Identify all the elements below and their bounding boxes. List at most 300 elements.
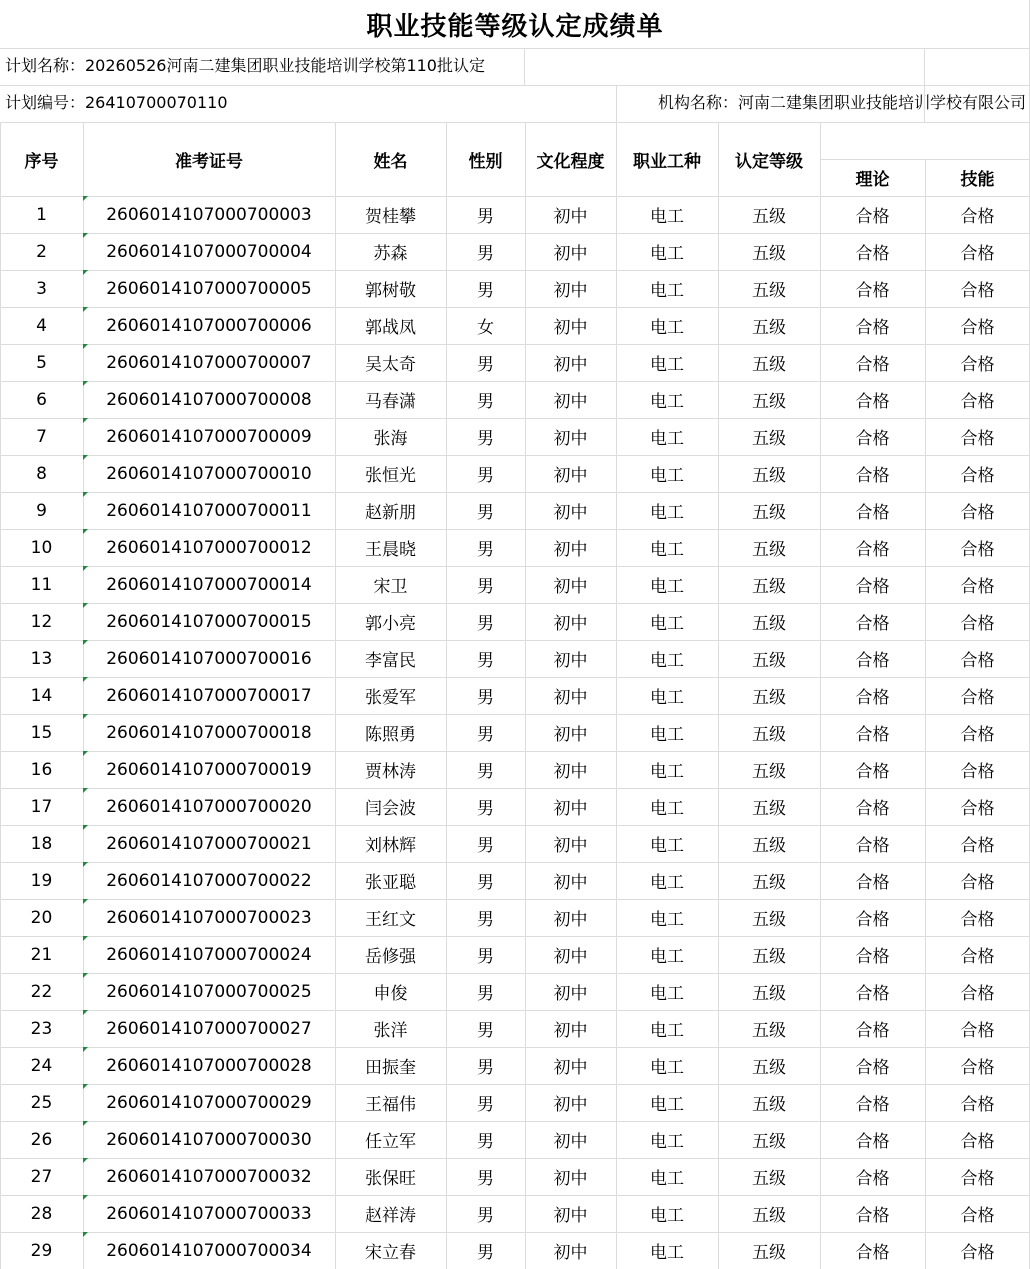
cell-ticket: 2606014107000700025 — [106, 981, 312, 1002]
cell-skill: 合格 — [960, 651, 995, 671]
cell-education: 初中 — [553, 873, 588, 893]
cell-level: 五级 — [752, 1169, 786, 1189]
cell-education: 初中 — [553, 799, 588, 819]
cell-gender: 男 — [477, 429, 494, 449]
cell-level: 五级 — [752, 1058, 786, 1078]
cell-name: 王福伟 — [365, 1095, 416, 1115]
cell-theory: 合格 — [855, 1132, 890, 1152]
cell-level: 五级 — [752, 1243, 786, 1263]
cell-gender: 男 — [477, 836, 494, 856]
cell-education: 初中 — [553, 1021, 588, 1041]
grid-line — [924, 85, 925, 122]
cell-seq: 18 — [30, 833, 53, 854]
cell-level: 五级 — [752, 466, 786, 486]
cell-education: 初中 — [553, 355, 588, 375]
cell-gender: 男 — [477, 1095, 494, 1115]
cell-education: 初中 — [553, 762, 588, 782]
cell-ticket: 2606014107000700033 — [106, 1203, 312, 1224]
grid-line — [0, 85, 1030, 86]
cell-skill: 合格 — [960, 947, 995, 967]
cell-level: 五级 — [752, 1021, 786, 1041]
plan-name: 计划名称：20260526河南二建集团职业技能培训学校第110批认定 — [5, 56, 485, 75]
cell-ticket: 2606014107000700015 — [106, 611, 312, 632]
cell-skill: 合格 — [960, 984, 995, 1004]
cell-theory: 合格 — [855, 1206, 890, 1226]
cell-theory: 合格 — [855, 947, 890, 967]
header-level: 认定等级 — [735, 151, 803, 172]
cell-seq: 8 — [36, 463, 47, 484]
cell-marker-icon — [83, 1232, 88, 1237]
cell-level: 五级 — [752, 614, 786, 634]
cell-level: 五级 — [752, 762, 786, 782]
cell-name: 闫会波 — [365, 799, 416, 819]
cell-theory: 合格 — [855, 1169, 890, 1189]
cell-marker-icon — [83, 418, 88, 423]
plan-number: 计划编号：26410700070110 — [5, 93, 228, 112]
cell-skill: 合格 — [960, 1243, 995, 1263]
cell-theory: 合格 — [855, 910, 890, 930]
cell-ticket: 2606014107000700004 — [106, 241, 312, 262]
cell-ticket: 2606014107000700019 — [106, 759, 312, 780]
cell-occupation: 电工 — [650, 207, 684, 227]
cell-ticket: 2606014107000700016 — [106, 648, 312, 669]
cell-skill: 合格 — [960, 873, 995, 893]
cell-level: 五级 — [752, 799, 786, 819]
cell-marker-icon — [83, 381, 88, 386]
cell-gender: 男 — [477, 503, 494, 523]
cell-seq: 25 — [30, 1092, 53, 1113]
cell-name: 陈照勇 — [365, 725, 416, 745]
cell-ticket: 2606014107000700022 — [106, 870, 312, 891]
cell-seq: 15 — [30, 722, 53, 743]
cell-seq: 23 — [30, 1018, 53, 1039]
cell-occupation: 电工 — [650, 836, 684, 856]
cell-seq: 21 — [30, 944, 53, 965]
cell-education: 初中 — [553, 984, 588, 1004]
header-seq: 序号 — [24, 151, 59, 172]
cell-name: 张洋 — [373, 1021, 408, 1041]
cell-ticket: 2606014107000700005 — [106, 278, 312, 299]
cell-gender: 男 — [477, 1243, 494, 1263]
cell-seq: 29 — [30, 1240, 53, 1261]
cell-occupation: 电工 — [650, 725, 684, 745]
cell-theory: 合格 — [855, 1058, 890, 1078]
cell-education: 初中 — [553, 1243, 588, 1263]
cell-skill: 合格 — [960, 355, 995, 375]
cell-skill: 合格 — [960, 281, 995, 301]
cell-marker-icon — [83, 270, 88, 275]
cell-ticket: 2606014107000700034 — [106, 1240, 312, 1261]
cell-occupation: 电工 — [650, 1021, 684, 1041]
cell-theory: 合格 — [855, 1243, 890, 1263]
cell-level: 五级 — [752, 503, 786, 523]
header-theory: 理论 — [855, 170, 890, 190]
cell-theory: 合格 — [855, 281, 890, 301]
cell-education: 初中 — [553, 318, 588, 338]
cell-level: 五级 — [752, 873, 786, 893]
cell-marker-icon — [83, 492, 88, 497]
cell-gender: 男 — [477, 281, 494, 301]
cell-occupation: 电工 — [650, 910, 684, 930]
cell-education: 初中 — [553, 466, 588, 486]
cell-occupation: 电工 — [650, 799, 684, 819]
cell-level: 五级 — [752, 688, 786, 708]
cell-skill: 合格 — [960, 207, 995, 227]
cell-theory: 合格 — [855, 503, 890, 523]
cell-education: 初中 — [553, 1095, 588, 1115]
cell-level: 五级 — [752, 910, 786, 930]
cell-theory: 合格 — [855, 836, 890, 856]
grid-line — [616, 85, 617, 122]
cell-theory: 合格 — [855, 1095, 890, 1115]
cell-occupation: 电工 — [650, 281, 684, 301]
cell-marker-icon — [83, 1010, 88, 1015]
cell-marker-icon — [83, 196, 88, 201]
header-gender: 性别 — [468, 151, 503, 172]
cell-occupation: 电工 — [650, 651, 684, 671]
cell-gender: 男 — [477, 207, 494, 227]
cell-name: 马春潇 — [365, 392, 416, 412]
cell-level: 五级 — [752, 244, 786, 264]
cell-education: 初中 — [553, 1206, 588, 1226]
cell-education: 初中 — [553, 503, 588, 523]
cell-theory: 合格 — [855, 540, 890, 560]
cell-marker-icon — [83, 566, 88, 571]
cell-gender: 男 — [477, 1132, 494, 1152]
cell-ticket: 2606014107000700006 — [106, 315, 312, 336]
cell-gender: 男 — [477, 725, 494, 745]
cell-occupation: 电工 — [650, 466, 684, 486]
cell-occupation: 电工 — [650, 873, 684, 893]
cell-name: 申俊 — [373, 984, 408, 1004]
cell-seq: 24 — [30, 1055, 53, 1076]
cell-marker-icon — [83, 529, 88, 534]
cell-level: 五级 — [752, 577, 786, 597]
cell-ticket: 2606014107000700012 — [106, 537, 312, 558]
cell-marker-icon — [83, 233, 88, 238]
org-name: 机构名称：河南二建集团职业技能培训学校有限公司 — [657, 93, 1026, 112]
cell-occupation: 电工 — [650, 392, 684, 412]
cell-occupation: 电工 — [650, 762, 684, 782]
cell-level: 五级 — [752, 355, 786, 375]
cell-gender: 男 — [477, 762, 494, 782]
cell-seq: 12 — [30, 611, 53, 632]
cell-education: 初中 — [553, 392, 588, 412]
cell-skill: 合格 — [960, 318, 995, 338]
cell-marker-icon — [83, 714, 88, 719]
cell-ticket: 2606014107000700023 — [106, 907, 312, 928]
cell-gender: 男 — [477, 392, 494, 412]
cell-skill: 合格 — [960, 762, 995, 782]
cell-seq: 14 — [30, 685, 53, 706]
cell-ticket: 2606014107000700007 — [106, 352, 312, 373]
cell-theory: 合格 — [855, 1021, 890, 1041]
cell-ticket: 2606014107000700010 — [106, 463, 312, 484]
cell-level: 五级 — [752, 651, 786, 671]
cell-education: 初中 — [553, 207, 588, 227]
cell-marker-icon — [83, 344, 88, 349]
cell-skill: 合格 — [960, 725, 995, 745]
cell-gender: 男 — [477, 244, 494, 264]
cell-skill: 合格 — [960, 688, 995, 708]
cell-gender: 男 — [477, 947, 494, 967]
cell-ticket: 2606014107000700003 — [106, 204, 312, 225]
cell-education: 初中 — [553, 1132, 588, 1152]
cell-theory: 合格 — [855, 466, 890, 486]
cell-gender: 男 — [477, 355, 494, 375]
cell-gender: 男 — [477, 651, 494, 671]
cell-education: 初中 — [553, 836, 588, 856]
cell-name: 岳修强 — [365, 947, 416, 967]
cell-marker-icon — [83, 862, 88, 867]
cell-occupation: 电工 — [650, 688, 684, 708]
cell-theory: 合格 — [855, 355, 890, 375]
cell-name: 贺桂攀 — [365, 207, 416, 227]
cell-name: 张海 — [373, 429, 408, 449]
cell-theory: 合格 — [855, 614, 890, 634]
cell-marker-icon — [83, 1084, 88, 1089]
cell-occupation: 电工 — [650, 577, 684, 597]
cell-gender: 男 — [477, 1058, 494, 1078]
cell-name: 宋卫 — [373, 577, 408, 597]
cell-seq: 11 — [30, 574, 53, 595]
cell-theory: 合格 — [855, 984, 890, 1004]
cell-gender: 男 — [477, 688, 494, 708]
cell-theory: 合格 — [855, 762, 890, 782]
cell-skill: 合格 — [960, 910, 995, 930]
cell-skill: 合格 — [960, 1021, 995, 1041]
cell-skill: 合格 — [960, 1169, 995, 1189]
cell-theory: 合格 — [855, 244, 890, 264]
cell-name: 贾林涛 — [365, 762, 416, 782]
cell-skill: 合格 — [960, 429, 995, 449]
cell-occupation: 电工 — [650, 1058, 684, 1078]
cell-theory: 合格 — [855, 318, 890, 338]
cell-occupation: 电工 — [650, 947, 684, 967]
cell-education: 初中 — [553, 688, 588, 708]
cell-ticket: 2606014107000700024 — [106, 944, 312, 965]
header-skill: 技能 — [960, 170, 995, 190]
cell-education: 初中 — [553, 947, 588, 967]
header-education: 文化程度 — [536, 151, 605, 172]
cell-ticket: 2606014107000700008 — [106, 389, 312, 410]
cell-seq: 3 — [36, 278, 47, 299]
cell-theory: 合格 — [855, 207, 890, 227]
cell-seq: 1 — [36, 204, 47, 225]
cell-level: 五级 — [752, 429, 786, 449]
cell-seq: 5 — [36, 352, 47, 373]
cell-skill: 合格 — [960, 1058, 995, 1078]
cell-level: 五级 — [752, 984, 786, 1004]
cell-ticket: 2606014107000700018 — [106, 722, 312, 743]
cell-skill: 合格 — [960, 799, 995, 819]
cell-marker-icon — [83, 1195, 88, 1200]
cell-ticket: 2606014107000700027 — [106, 1018, 312, 1039]
cell-ticket: 2606014107000700021 — [106, 833, 312, 854]
cell-seq: 6 — [36, 389, 47, 410]
cell-gender: 男 — [477, 873, 494, 893]
cell-name: 任立军 — [365, 1132, 416, 1152]
cell-education: 初中 — [553, 244, 588, 264]
cell-occupation: 电工 — [650, 1206, 684, 1226]
cell-skill: 合格 — [960, 1132, 995, 1152]
cell-level: 五级 — [752, 207, 786, 227]
cell-name: 张亚聪 — [365, 873, 416, 893]
cell-name: 王红文 — [365, 910, 416, 930]
cell-ticket: 2606014107000700017 — [106, 685, 312, 706]
cell-marker-icon — [83, 936, 88, 941]
cell-skill: 合格 — [960, 503, 995, 523]
cell-level: 五级 — [752, 1206, 786, 1226]
cell-seq: 19 — [30, 870, 53, 891]
grid-line — [0, 48, 1030, 49]
cell-gender: 男 — [477, 799, 494, 819]
cell-gender: 男 — [477, 1206, 494, 1226]
cell-name: 张恒光 — [365, 466, 416, 486]
cell-seq: 4 — [36, 315, 47, 336]
cell-skill: 合格 — [960, 540, 995, 560]
grid-line — [924, 48, 925, 85]
cell-seq: 7 — [36, 426, 47, 447]
cell-seq: 16 — [30, 759, 53, 780]
cell-education: 初中 — [553, 651, 588, 671]
cell-theory: 合格 — [855, 392, 890, 412]
cell-theory: 合格 — [855, 873, 890, 893]
cell-seq: 10 — [30, 537, 53, 558]
cell-marker-icon — [83, 677, 88, 682]
cell-occupation: 电工 — [650, 540, 684, 560]
cell-marker-icon — [83, 640, 88, 645]
cell-occupation: 电工 — [650, 1243, 684, 1263]
cell-name: 王晨晓 — [365, 540, 416, 560]
cell-ticket: 2606014107000700030 — [106, 1129, 312, 1150]
cell-marker-icon — [83, 455, 88, 460]
cell-skill: 合格 — [960, 244, 995, 264]
cell-education: 初中 — [553, 429, 588, 449]
cell-level: 五级 — [752, 836, 786, 856]
cell-marker-icon — [83, 1158, 88, 1163]
cell-level: 五级 — [752, 318, 786, 338]
cell-marker-icon — [83, 751, 88, 756]
cell-ticket: 2606014107000700032 — [106, 1166, 312, 1187]
cell-education: 初中 — [553, 725, 588, 745]
cell-name: 李富民 — [365, 651, 416, 671]
header-name: 姓名 — [373, 151, 408, 172]
cell-theory: 合格 — [855, 799, 890, 819]
cell-level: 五级 — [752, 392, 786, 412]
cell-gender: 男 — [477, 577, 494, 597]
cell-theory: 合格 — [855, 651, 890, 671]
cell-gender: 男 — [477, 466, 494, 486]
cell-theory: 合格 — [855, 577, 890, 597]
cell-occupation: 电工 — [650, 503, 684, 523]
cell-skill: 合格 — [960, 392, 995, 412]
cell-level: 五级 — [752, 947, 786, 967]
cell-level: 五级 — [752, 1095, 786, 1115]
cell-name: 张爱军 — [365, 688, 416, 708]
cell-gender: 男 — [477, 540, 494, 560]
cell-gender: 男 — [477, 1169, 494, 1189]
header-ticket: 准考证号 — [175, 151, 243, 172]
cell-level: 五级 — [752, 281, 786, 301]
cell-ticket: 2606014107000700011 — [106, 500, 312, 521]
cell-seq: 26 — [30, 1129, 53, 1150]
cell-marker-icon — [83, 307, 88, 312]
cell-name: 田振奎 — [365, 1058, 416, 1078]
cell-ticket: 2606014107000700028 — [106, 1055, 312, 1076]
cell-theory: 合格 — [855, 725, 890, 745]
cell-education: 初中 — [553, 1169, 588, 1189]
cell-gender: 男 — [477, 1021, 494, 1041]
cell-seq: 28 — [30, 1203, 53, 1224]
cell-occupation: 电工 — [650, 1169, 684, 1189]
grid-line — [0, 122, 1030, 123]
cell-name: 苏森 — [373, 244, 408, 264]
cell-occupation: 电工 — [650, 429, 684, 449]
cell-name: 赵祥涛 — [365, 1206, 416, 1226]
cell-level: 五级 — [752, 725, 786, 745]
cell-education: 初中 — [553, 577, 588, 597]
cell-marker-icon — [83, 1047, 88, 1052]
cell-name: 赵新朋 — [365, 503, 416, 523]
cell-skill: 合格 — [960, 1206, 995, 1226]
cell-skill: 合格 — [960, 614, 995, 634]
cell-marker-icon — [83, 788, 88, 793]
cell-name: 刘林辉 — [365, 836, 416, 856]
cell-skill: 合格 — [960, 577, 995, 597]
cell-name: 郭战凤 — [365, 318, 416, 338]
cell-seq: 2 — [36, 241, 47, 262]
cell-marker-icon — [83, 899, 88, 904]
cell-theory: 合格 — [855, 429, 890, 449]
cell-education: 初中 — [553, 614, 588, 634]
cell-gender: 男 — [477, 984, 494, 1004]
cell-occupation: 电工 — [650, 1095, 684, 1115]
grid-line — [524, 48, 525, 85]
cell-name: 张保旺 — [365, 1169, 416, 1189]
cell-skill: 合格 — [960, 836, 995, 856]
cell-education: 初中 — [553, 910, 588, 930]
cell-ticket: 2606014107000700014 — [106, 574, 312, 595]
cell-seq: 20 — [30, 907, 53, 928]
page-title: 职业技能等级认定成绩单 — [366, 11, 664, 42]
cell-marker-icon — [83, 825, 88, 830]
cell-ticket: 2606014107000700020 — [106, 796, 312, 817]
cell-occupation: 电工 — [650, 244, 684, 264]
cell-education: 初中 — [553, 540, 588, 560]
cell-theory: 合格 — [855, 688, 890, 708]
cell-gender: 男 — [477, 910, 494, 930]
cell-marker-icon — [83, 603, 88, 608]
cell-occupation: 电工 — [650, 984, 684, 1004]
cell-seq: 22 — [30, 981, 53, 1002]
cell-ticket: 2606014107000700029 — [106, 1092, 312, 1113]
cell-education: 初中 — [553, 281, 588, 301]
cell-education: 初中 — [553, 1058, 588, 1078]
cell-occupation: 电工 — [650, 614, 684, 634]
cell-level: 五级 — [752, 1132, 786, 1152]
cell-gender: 男 — [477, 614, 494, 634]
cell-seq: 9 — [36, 500, 47, 521]
cell-marker-icon — [83, 1121, 88, 1126]
cell-level: 五级 — [752, 540, 786, 560]
cell-skill: 合格 — [960, 1095, 995, 1115]
cell-name: 宋立春 — [365, 1243, 416, 1263]
header-occupation: 职业工种 — [633, 151, 701, 172]
cell-occupation: 电工 — [650, 318, 684, 338]
cell-occupation: 电工 — [650, 355, 684, 375]
cell-name: 吴太奇 — [365, 355, 416, 375]
